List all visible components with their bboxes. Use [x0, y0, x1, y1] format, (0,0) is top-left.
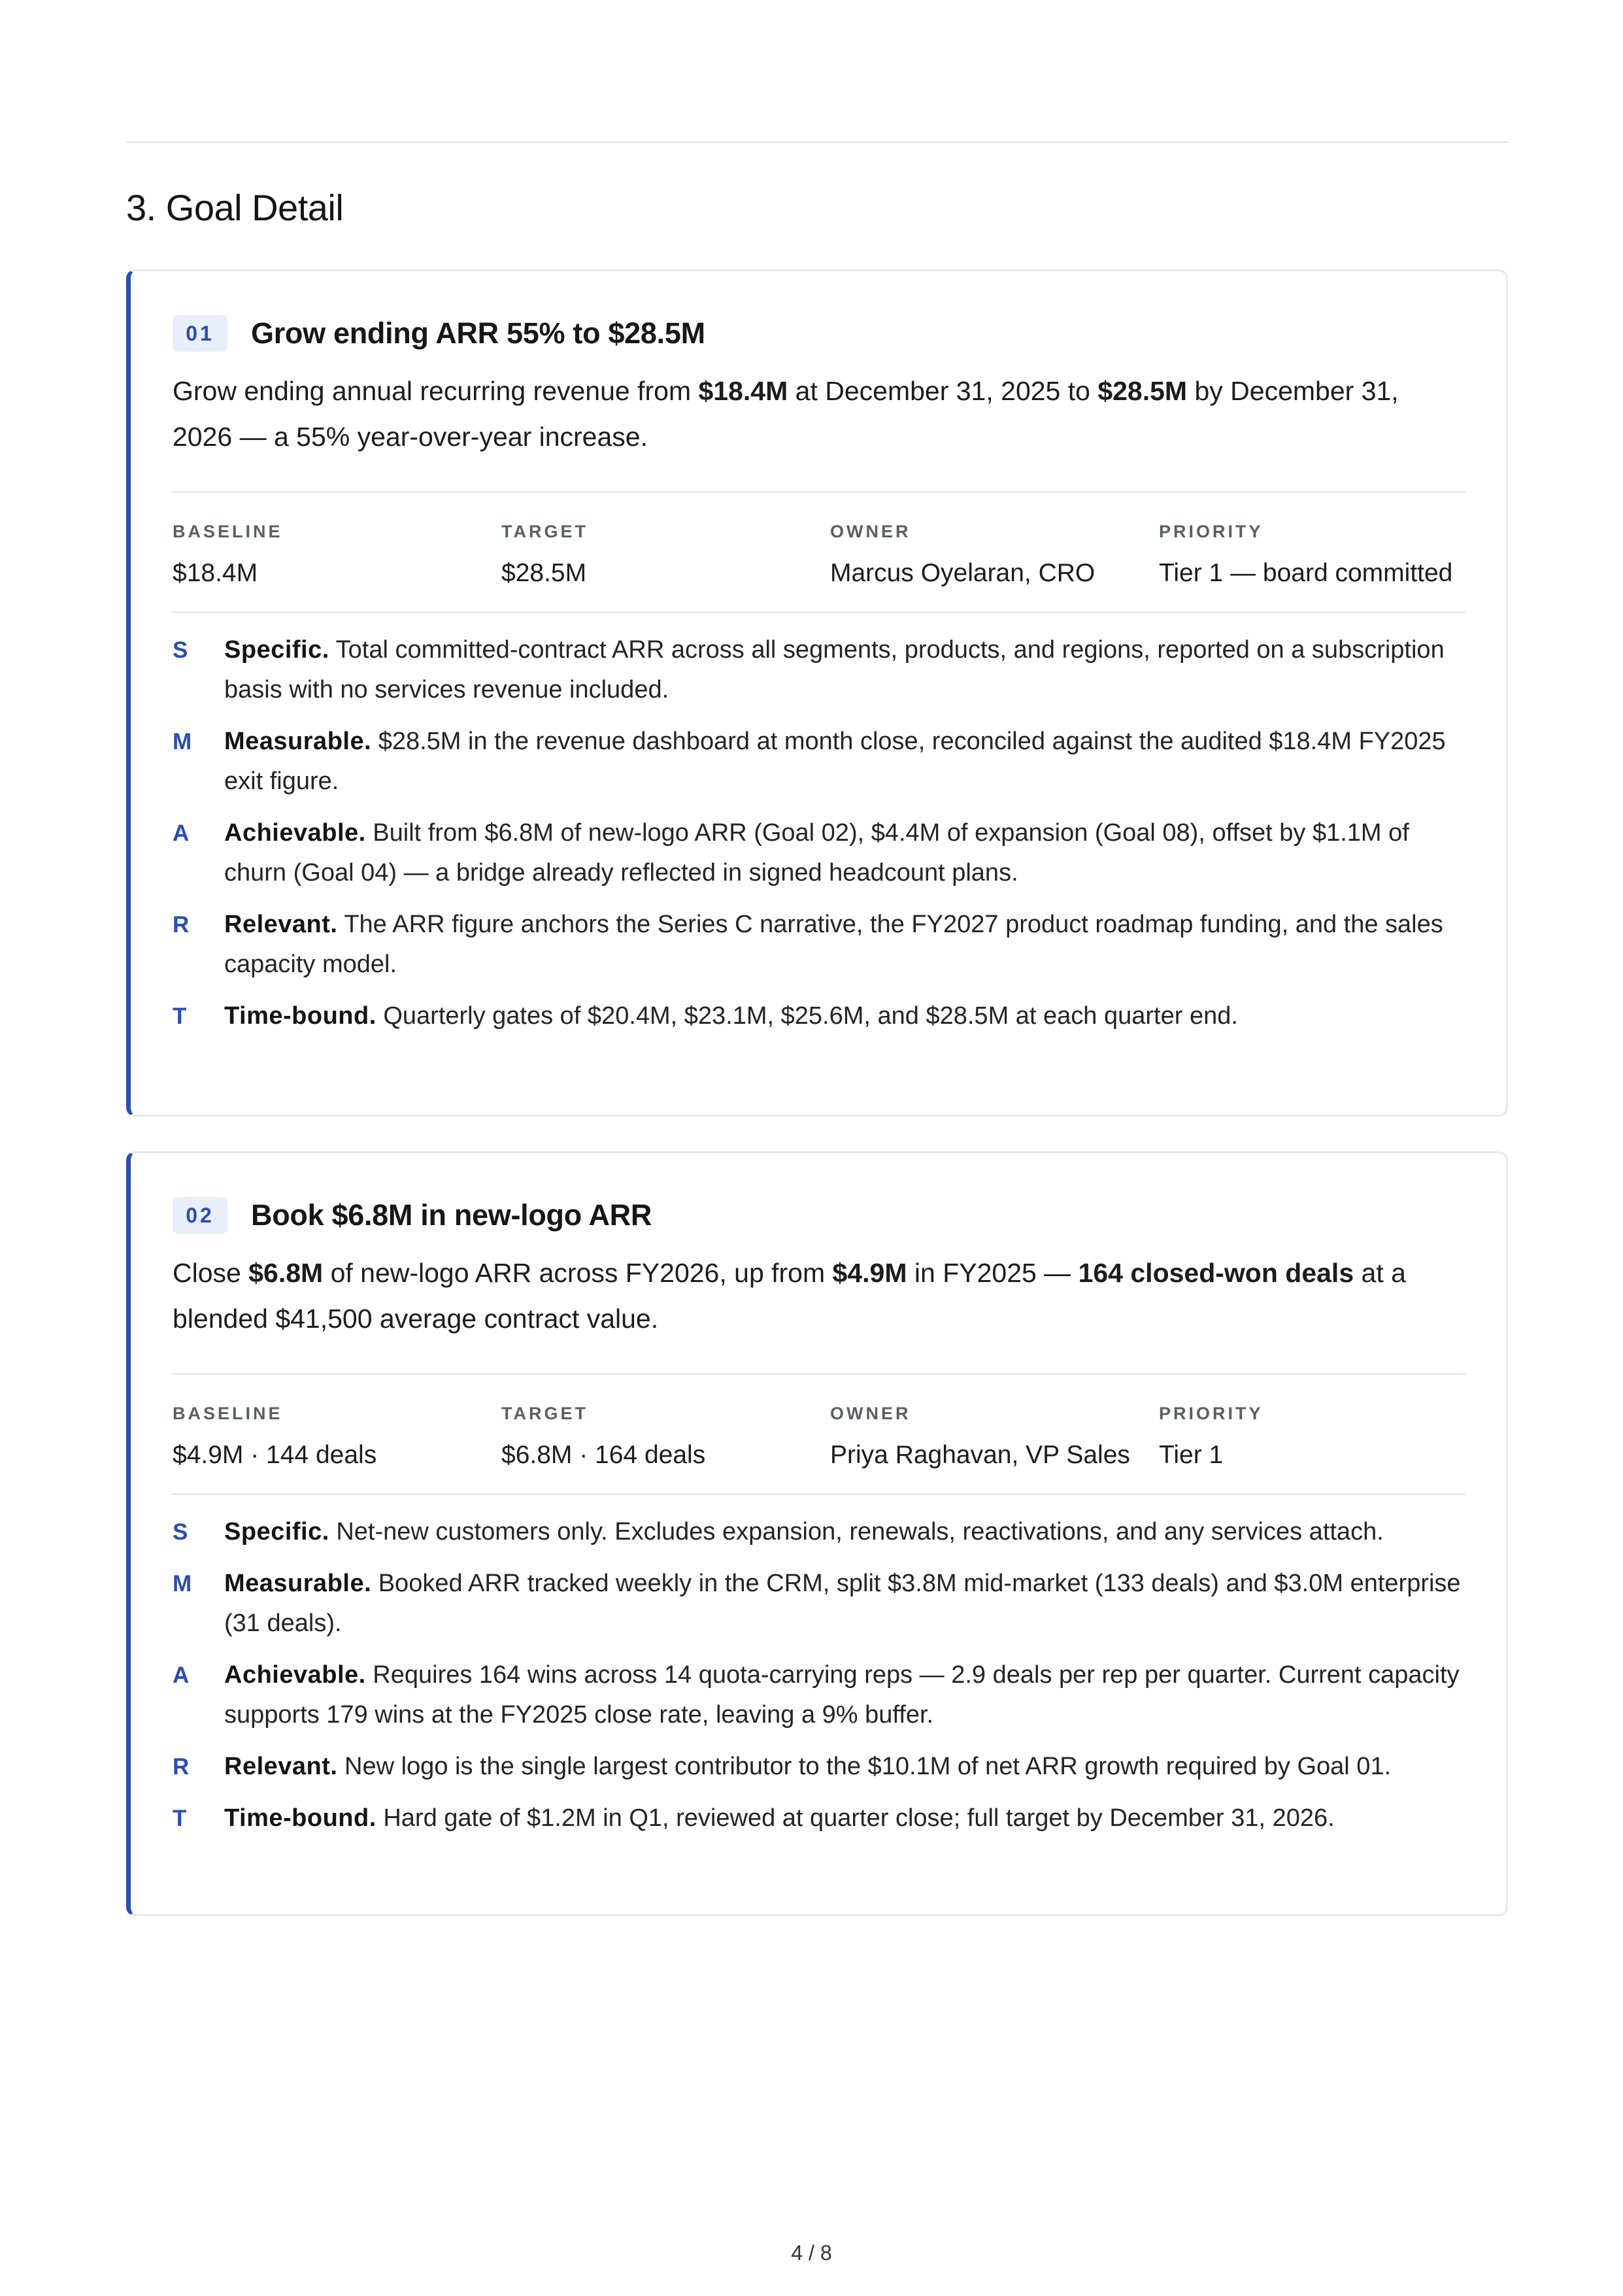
goal-title: Book $6.8M in new-logo ARR	[251, 1198, 652, 1232]
goal-meta	[173, 1375, 1465, 1493]
top-divider	[126, 141, 1508, 143]
smart-row-measurable	[173, 1564, 1465, 1644]
smart-letter: S	[173, 637, 188, 663]
goal-card-02	[126, 1151, 1508, 1916]
smart-criteria-list	[173, 630, 1465, 1036]
divider	[173, 1493, 1465, 1495]
smart-text: Relevant. New logo is the single largest contributor to the $10.1M of net ARR growth required by Goal 01.	[224, 1753, 1392, 1780]
smart-text: Achievable. Built from $6.8M of new-logo ARR (Goal 02), $4.4M of expansion (Goal 08), offset by $1.1M of churn (Goal 04) — a bridge already reflected in signed headcount plans.	[224, 819, 1409, 886]
baseline-value: $4.9M · 144 deals	[173, 1441, 377, 1469]
owner-field	[830, 1404, 1159, 1476]
smart-letter: T	[173, 1004, 187, 1029]
baseline-field	[173, 522, 501, 594]
smart-letter: R	[173, 1754, 190, 1780]
smart-row-achievable	[173, 813, 1465, 893]
owner-label: OWNER	[830, 522, 911, 541]
priority-label: PRIORITY	[1159, 1404, 1263, 1423]
smart-row-specific	[173, 1512, 1465, 1552]
smart-row-specific	[173, 630, 1465, 710]
smart-text: Achievable. Requires 164 wins across 14 quota-carrying reps — 2.9 deals per rep per quarter. Current capacity supports 179 wins at the FY2025 close rate, leaving a 9% buffer.	[224, 1661, 1460, 1729]
baseline-value: $18.4M	[173, 559, 258, 587]
goal-header	[173, 311, 1465, 356]
smart-letter: A	[173, 820, 190, 846]
smart-text: Measurable. $28.5M in the revenue dashboard at month close, reconciled against the audited $18.4M FY2025 exit figure.	[224, 728, 1446, 795]
smart-row-relevant	[173, 1747, 1465, 1787]
target-field	[501, 522, 830, 594]
priority-label: PRIORITY	[1159, 522, 1263, 541]
smart-row-achievable	[173, 1655, 1465, 1735]
smart-row-measurable	[173, 722, 1465, 802]
smart-text: Time-bound. Hard gate of $1.2M in Q1, reviewed at quarter close; full target by December 31, 2026.	[224, 1804, 1335, 1832]
smart-letter: R	[173, 912, 190, 937]
smart-letter: S	[173, 1519, 188, 1545]
priority-value: Tier 1 — board committed	[1159, 559, 1453, 587]
divider	[173, 611, 1465, 613]
baseline-label: BASELINE	[173, 1404, 283, 1423]
owner-value: Marcus Oyelaran, CRO	[830, 559, 1096, 587]
smart-letter: M	[173, 1571, 192, 1596]
smart-text: Measurable. Booked ARR tracked weekly in the CRM, split $3.8M mid-market (133 deals) and $3.0M enterprise (31 deals).	[224, 1570, 1461, 1637]
smart-row-time-bound	[173, 996, 1465, 1036]
smart-text: Relevant. The ARR figure anchors the Series C narrative, the FY2027 product roadmap funding, and the sales capacity model.	[224, 911, 1443, 978]
goal-header	[173, 1192, 1465, 1238]
goal-number-badge: 01	[173, 315, 227, 352]
owner-field	[830, 522, 1159, 594]
owner-label: OWNER	[830, 1404, 911, 1423]
priority-field	[1159, 1404, 1465, 1476]
goal-summary: Grow ending annual recurring revenue from $18.4M at December 31, 2025 to $28.5M by December 31, 2026 — a 55% year-over-year increase.	[173, 376, 1399, 452]
smart-text: Time-bound. Quarterly gates of $20.4M, $23.1M, $25.6M, and $28.5M at each quarter end.	[224, 1002, 1238, 1030]
smart-text: Specific. Net-new customers only. Excludes expansion, renewals, reactivations, and any services attach.	[224, 1518, 1384, 1545]
smart-letter: T	[173, 1806, 187, 1831]
target-label: TARGET	[501, 522, 588, 541]
baseline-label: BASELINE	[173, 522, 283, 541]
baseline-field	[173, 1404, 501, 1476]
smart-row-relevant	[173, 905, 1465, 985]
target-label: TARGET	[501, 1404, 588, 1423]
priority-value: Tier 1	[1159, 1441, 1224, 1469]
goal-title: Grow ending ARR 55% to $28.5M	[251, 316, 705, 350]
smart-letter: M	[173, 729, 192, 754]
smart-letter: A	[173, 1663, 190, 1688]
section-title: 3. Goal Detail	[126, 187, 344, 228]
smart-text: Specific. Total committed-contract ARR across all segments, products, and regions, reported on a subscription basis with no services revenue included.	[224, 636, 1445, 703]
priority-field	[1159, 522, 1465, 594]
smart-row-time-bound	[173, 1798, 1465, 1838]
target-value: $28.5M	[501, 559, 587, 587]
smart-criteria-list	[173, 1512, 1465, 1838]
page-number: 4 / 8	[791, 2241, 832, 2265]
goal-card-01	[126, 269, 1508, 1117]
goal-summary: Close $6.8M of new-logo ARR across FY2026, up from $4.9M in FY2025 — 164 closed-won deals at a blended $41,500 average contract value.	[173, 1258, 1406, 1334]
target-value: $6.8M · 164 deals	[501, 1441, 706, 1469]
target-field	[501, 1404, 830, 1476]
goal-number-badge: 02	[173, 1197, 227, 1234]
owner-value: Priya Raghavan, VP Sales	[830, 1441, 1130, 1469]
goal-meta	[173, 493, 1465, 611]
